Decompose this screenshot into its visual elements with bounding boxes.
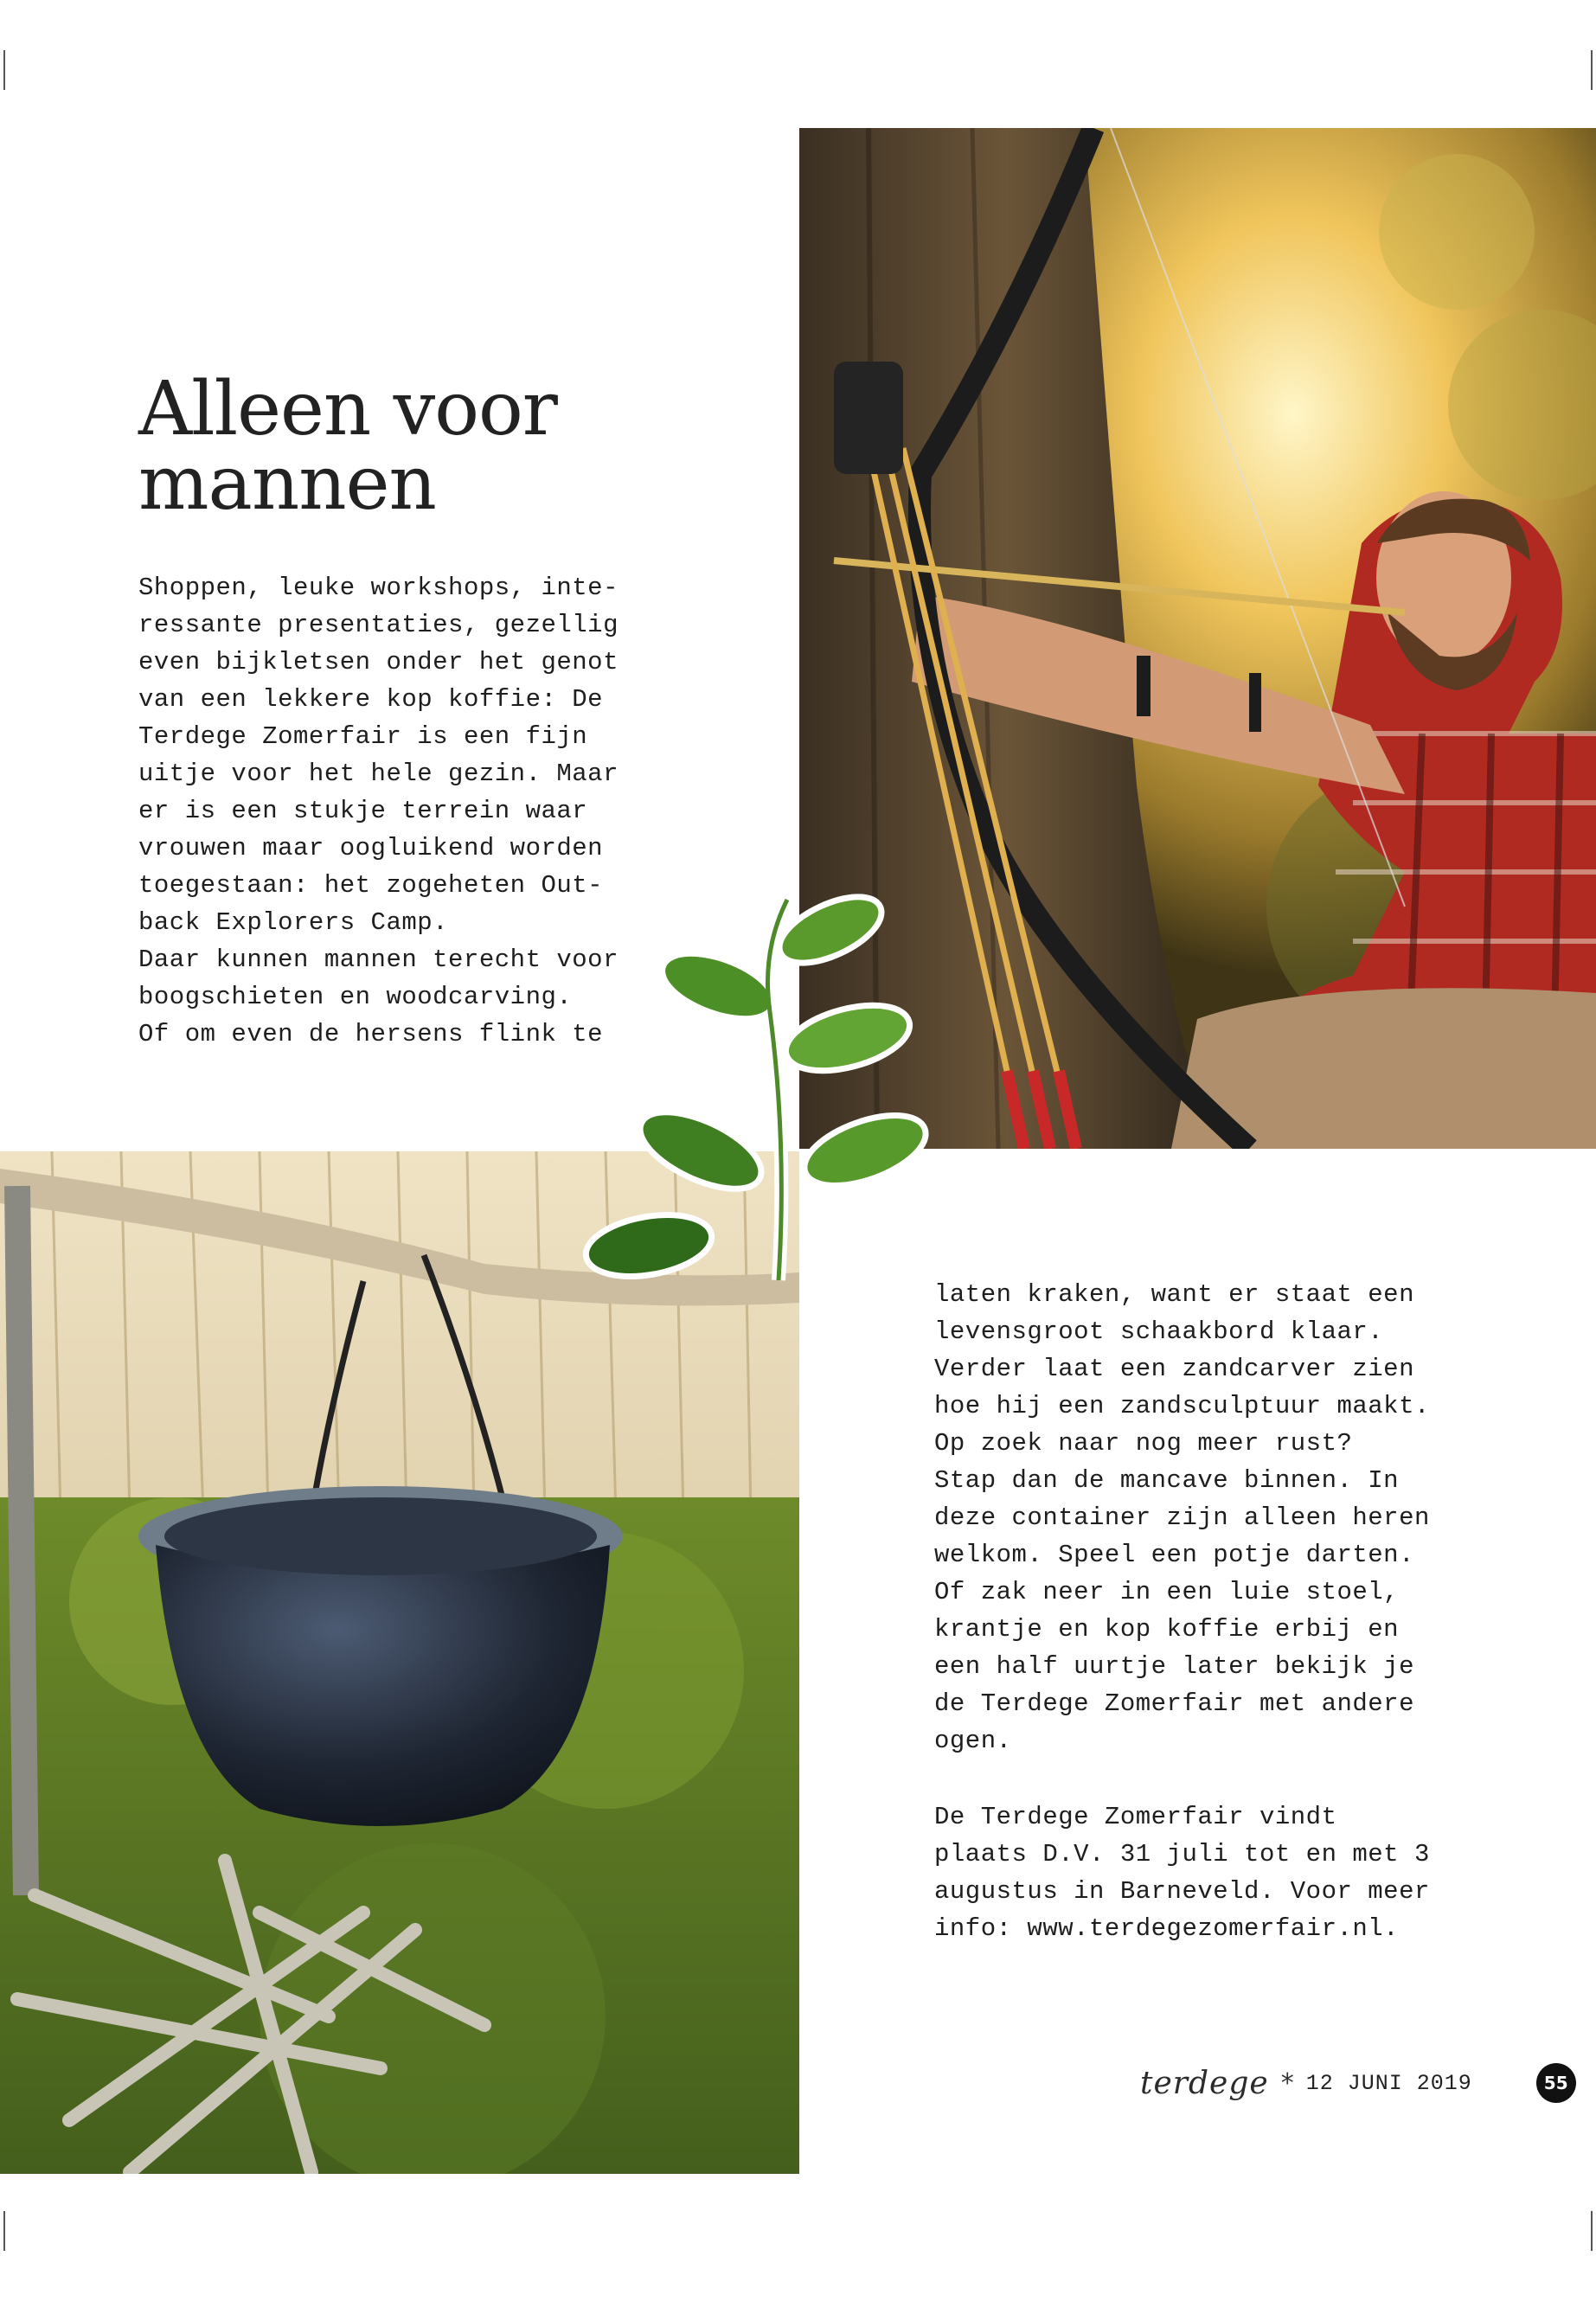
text-line: Daar kunnen mannen terecht voor [138, 945, 619, 974]
title-line-2: mannen [138, 440, 436, 527]
text-line: info: www.terdegezomerfair.nl. [934, 1914, 1400, 1943]
text-line: krantje en kop koffie erbij en [934, 1615, 1400, 1644]
magazine-brand: terdege [1140, 2065, 1269, 2101]
text-line: even bijkletsen onder het genot [138, 648, 619, 676]
text-line: Stap dan de mancave binnen. In [934, 1466, 1400, 1495]
text-line: toegestaan: het zogeheten Out- [138, 871, 604, 900]
crop-mark-bottom-right [1591, 2211, 1593, 2251]
text-line: Terdege Zomerfair is een fijn [138, 722, 588, 751]
text-line: laten kraken, want er staat een [934, 1280, 1414, 1309]
text-line: van een lekkere kop koffie: De [138, 685, 604, 714]
text-line: Of om even de hersens flink te [138, 1020, 604, 1048]
article-title [138, 366, 761, 527]
page-number: 55 [1536, 2063, 1576, 2103]
text-line: Verder laat een zandcarver zien [934, 1355, 1414, 1383]
article-column-2 [934, 1276, 1488, 1759]
article-column-1 [138, 569, 623, 1053]
text-line: vrouwen maar oogluikend worden [138, 834, 604, 862]
event-info [934, 1798, 1488, 1947]
text-line: Shoppen, leuke workshops, inte- [138, 574, 619, 602]
text-line: de Terdege Zomerfair met andere [934, 1689, 1414, 1718]
crop-mark-top-left [3, 50, 5, 90]
title-line-1: Alleen voor [138, 366, 557, 452]
text-line: ressante presentaties, gezellig [138, 611, 619, 639]
page-footer [1140, 2062, 1576, 2104]
text-line: plaats D.V. 31 juli tot en met 3 [934, 1840, 1430, 1868]
text-line: hoe hij een zandsculptuur maakt. [934, 1392, 1430, 1420]
text-line: De Terdege Zomerfair vindt [934, 1803, 1337, 1831]
text-line: deze container zijn alleen heren [934, 1503, 1430, 1532]
crop-mark-bottom-left [3, 2211, 5, 2251]
leaf-sprig-illustration [571, 882, 1012, 1298]
issue-date: 12 JUNI 2019 [1305, 2070, 1472, 2096]
text-line: back Explorers Camp. [138, 908, 449, 937]
text-line: ogen. [934, 1727, 1012, 1755]
text-line: welkom. Speel een potje darten. [934, 1541, 1414, 1569]
text-line: er is een stukje terrein waar [138, 797, 588, 825]
text-line: een half uurtje later bekijk je [934, 1652, 1414, 1681]
text-line: augustus in Barneveld. Voor meer [934, 1877, 1430, 1906]
cauldron-photo [0, 1151, 799, 2174]
text-line: boogschieten en woodcarving. [138, 983, 573, 1011]
crop-mark-top-right [1591, 50, 1593, 90]
text-line: uitje voor het hele gezin. Maar [138, 760, 619, 788]
text-line: levensgroot schaakbord klaar. [934, 1317, 1384, 1346]
text-line: Of zak neer in een luie stoel, [934, 1578, 1400, 1606]
asterisk-separator: * [1280, 2067, 1294, 2099]
text-line: Op zoek naar nog meer rust? [934, 1429, 1353, 1458]
